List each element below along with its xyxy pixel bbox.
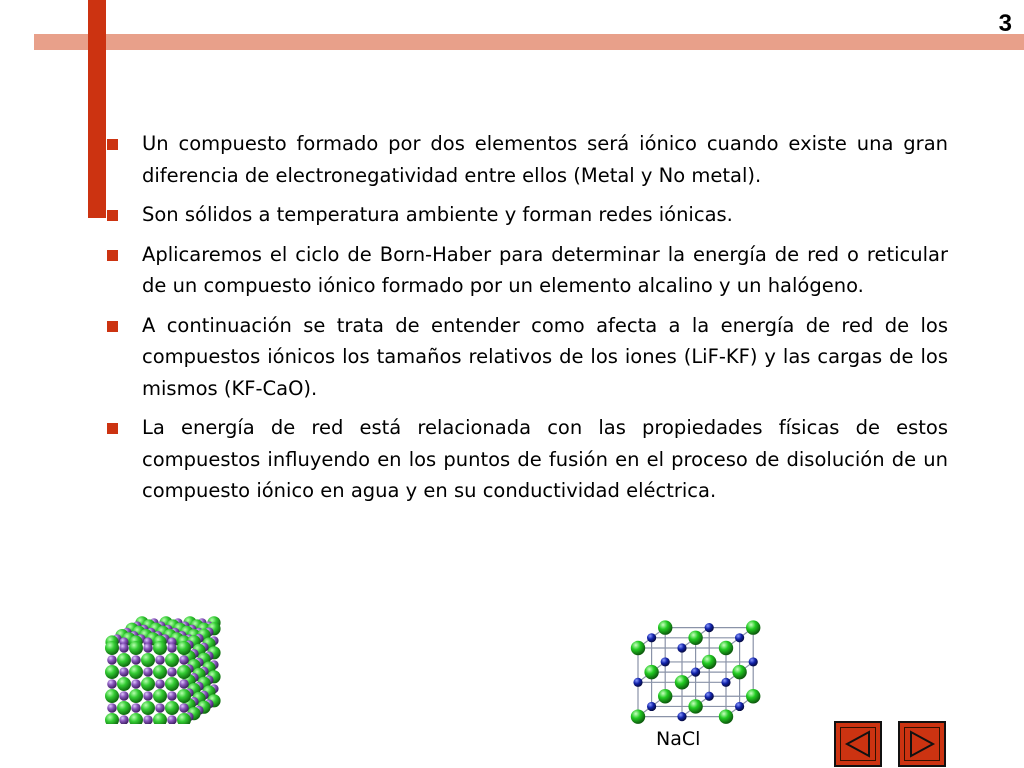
- ion-sphere: [143, 715, 153, 724]
- ion-sphere: [119, 691, 129, 701]
- ion-sphere: [179, 679, 189, 689]
- ion-sphere: [165, 653, 179, 667]
- bullet-square-icon: [107, 423, 118, 434]
- sodium-ion: [661, 657, 670, 666]
- bullet-text: Un compuesto formado por dos elementos será iónico cuando existe una gran diferencia de electronegatividad entre ellos (Metal y No metal).: [142, 132, 948, 187]
- ion-sphere: [131, 703, 141, 713]
- ion-sphere: [141, 653, 155, 667]
- ion-sphere: [141, 701, 155, 715]
- ion-sphere: [107, 703, 117, 713]
- sodium-ion: [677, 712, 686, 721]
- ion-sphere: [129, 713, 143, 724]
- ion-sphere: [131, 679, 141, 689]
- ion-sphere: [153, 665, 167, 679]
- chloride-ion: [702, 655, 716, 669]
- ion-sphere: [167, 715, 177, 724]
- ion-sphere: [153, 713, 167, 724]
- ion-sphere: [119, 715, 129, 724]
- ion-sphere: [143, 691, 153, 701]
- ion-sphere: [167, 643, 177, 653]
- sodium-ion: [633, 678, 642, 687]
- bullet-square-icon: [107, 210, 118, 221]
- bullet-text: La energía de red está relacionada con las propiedades físicas de estos compuestos influyendo en los puntos de fusión en el proceso de disolución de un compuesto iónico en agua y en su conductividad eléctrica.: [142, 416, 948, 502]
- sodium-ion: [705, 692, 714, 701]
- sodium-ion: [721, 678, 730, 687]
- ion-sphere: [179, 655, 189, 665]
- nacl-packing-cube-image: [96, 604, 236, 724]
- previous-slide-button[interactable]: [834, 721, 882, 767]
- ion-sphere: [165, 677, 179, 691]
- ion-sphere: [177, 641, 191, 655]
- ion-sphere: [117, 701, 131, 715]
- chloride-ion: [746, 689, 760, 703]
- bullet-square-icon: [107, 250, 118, 261]
- bullet-text: A continuación se trata de entender como afecta a la energía de red de los compuestos iónicos los tamaños relativos de los iones (LiF-KF) y las cargas de los mismos (KF-CaO).: [142, 313, 948, 400]
- ion-sphere: [119, 643, 129, 653]
- ion-sphere: [119, 667, 129, 677]
- ion-sphere: [105, 713, 119, 724]
- sodium-ion: [735, 702, 744, 711]
- chloride-ion: [746, 620, 760, 634]
- ion-sphere: [105, 641, 119, 655]
- sodium-ion: [647, 702, 656, 711]
- ion-sphere: [117, 653, 131, 667]
- ion-sphere: [129, 641, 143, 655]
- ion-sphere: [155, 679, 165, 689]
- ion-sphere: [129, 665, 143, 679]
- ion-sphere: [153, 689, 167, 703]
- chloride-ion: [688, 631, 702, 645]
- chloride-ion: [688, 699, 702, 713]
- ion-sphere: [129, 689, 143, 703]
- nacl-lattice-image: [622, 618, 762, 728]
- next-slide-button[interactable]: [898, 721, 946, 767]
- triangle-left-icon: [836, 723, 880, 765]
- chloride-ion: [675, 675, 689, 689]
- bullet-text: Son sólidos a temperatura ambiente y forman redes iónicas.: [142, 203, 733, 226]
- ion-sphere: [105, 665, 119, 679]
- chloride-ion: [644, 665, 658, 679]
- sodium-ion: [735, 633, 744, 642]
- top-accent-bar: [34, 34, 1024, 50]
- chloride-ion: [719, 641, 733, 655]
- chloride-ion: [732, 665, 746, 679]
- lattice-caption: NaCl: [656, 728, 701, 750]
- ion-sphere: [141, 677, 155, 691]
- bullet-text: Aplicaremos el ciclo de Born-Haber para determinar la energía de red o reticular de un compuesto iónico formado por un elemento alcalino y un halógeno.: [142, 242, 948, 297]
- bullet-list: [105, 128, 948, 515]
- ion-sphere: [107, 679, 117, 689]
- triangle-right-icon: [900, 723, 944, 765]
- sodium-ion: [749, 657, 758, 666]
- ion-sphere: [117, 677, 131, 691]
- ion-sphere: [105, 689, 119, 703]
- ion-sphere: [131, 655, 141, 665]
- bullet-item: [105, 412, 948, 507]
- ion-sphere: [155, 703, 165, 713]
- chloride-ion: [631, 641, 645, 655]
- ion-sphere: [167, 691, 177, 701]
- sodium-ion: [691, 668, 700, 677]
- chloride-ion: [658, 689, 672, 703]
- ion-sphere: [143, 667, 153, 677]
- ion-sphere: [143, 643, 153, 653]
- bullet-square-icon: [107, 139, 118, 150]
- slide-number: 3: [998, 10, 1012, 37]
- ion-sphere: [177, 665, 191, 679]
- ion-sphere: [107, 655, 117, 665]
- ion-sphere: [167, 667, 177, 677]
- ion-sphere: [155, 655, 165, 665]
- bullet-item: [105, 199, 948, 231]
- ion-sphere: [179, 703, 189, 713]
- ion-sphere: [177, 689, 191, 703]
- bullet-item: [105, 239, 948, 302]
- chloride-ion: [631, 709, 645, 723]
- bullet-item: [105, 128, 948, 191]
- ion-sphere: [165, 701, 179, 715]
- sodium-ion: [677, 643, 686, 652]
- sodium-ion: [705, 623, 714, 632]
- ion-sphere: [153, 641, 167, 655]
- chloride-ion: [658, 620, 672, 634]
- bullet-item: [105, 310, 948, 405]
- left-accent-bar: [88, 0, 106, 218]
- chloride-ion: [719, 709, 733, 723]
- sodium-ion: [647, 633, 656, 642]
- bullet-square-icon: [107, 321, 118, 332]
